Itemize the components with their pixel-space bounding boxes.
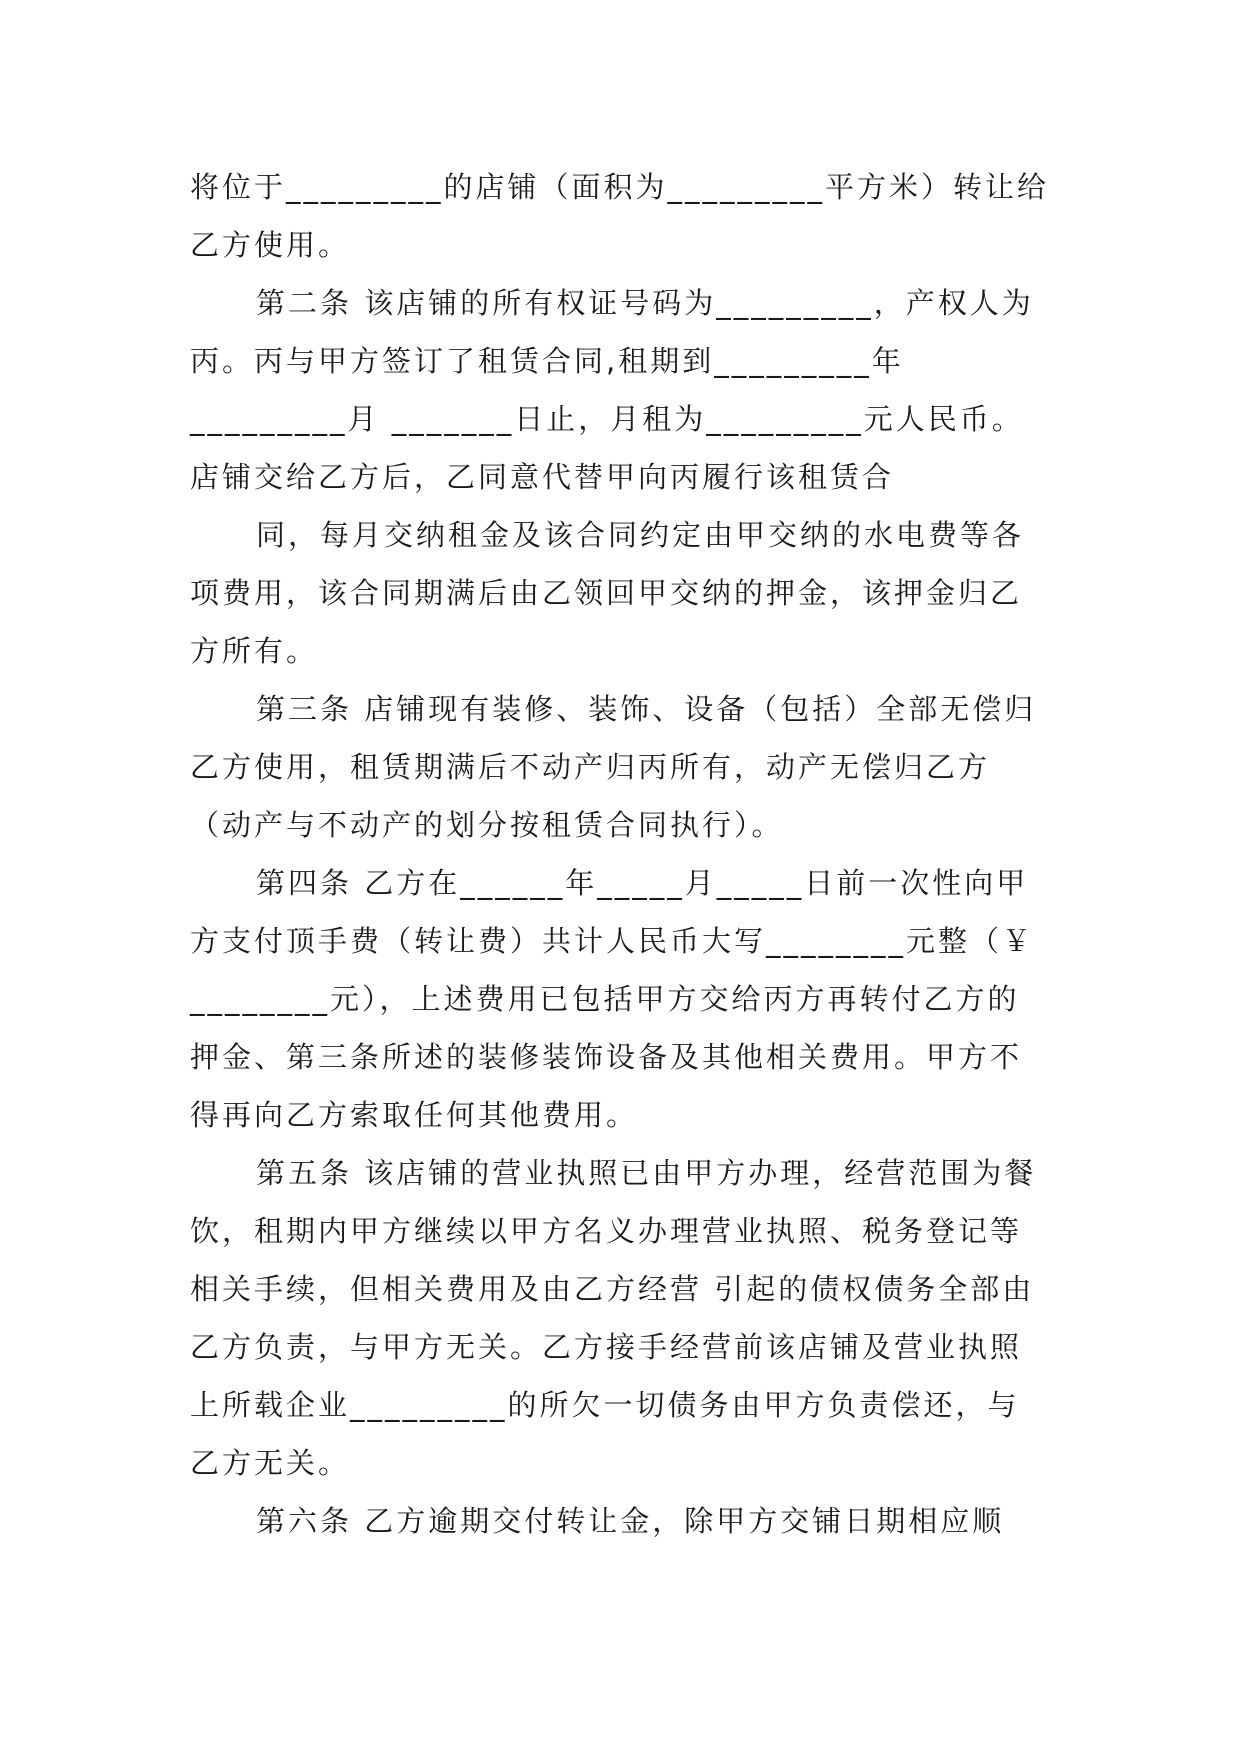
paragraph-transfer-shop: 将位于_________的店铺（面积为_________平方米）转让给乙方使用。	[190, 170, 1050, 262]
paragraph-article-6: 第六条 乙方逾期交付转让金，除甲方交铺日期相应顺	[256, 1504, 1005, 1538]
paragraph-article-2: 第二条 该店铺的所有权证号码为_________，产权人为丙。丙与甲方签订了租赁合同,租期到_________年_________月 _______日止，月租为_________元人民币。店铺交给乙方后，乙同意代替甲向丙履行该租赁合	[190, 286, 1034, 494]
paragraph-article-4: 第四条 乙方在______年_____月_____日前一次性向甲方支付顶手费（转让费）共计人民币大写________元整（￥ ________元），上述费用已包括甲方交给丙方再转付乙方的押金、第三条所述的装修装饰设备及其他相关费用。甲方不得再向乙方索取任何其他费用。	[190, 866, 1035, 1132]
paragraph-article-2-continued: 同，每月交纳租金及该合同约定由甲交纳的水电费等各项费用，该合同期满后由乙领回甲交纳的押金，该押金归乙方所有。	[190, 518, 1025, 668]
paragraph-article-3: 第三条 店铺现有装修、装饰、设备（包括）全部无偿归乙方使用，租赁期满后不动产归丙所有，动产无偿归乙方（动产与不动产的划分按租赁合同执行）。	[190, 692, 1037, 842]
paragraph-article-5: 第五条 该店铺的营业执照已由甲方办理，经营范围为餐饮，租期内甲方继续以甲方名义办理营业执照、税务登记等相关手续，但相关费用及由乙方经营 引起的债权债务全部由乙方负责，与甲方无关。乙方接手经营前该店铺及营业执照上所载企业_________的所欠一切债务由甲方负责偿还，与乙方无关。	[190, 1156, 1037, 1480]
document-body	[190, 158, 1050, 1550]
